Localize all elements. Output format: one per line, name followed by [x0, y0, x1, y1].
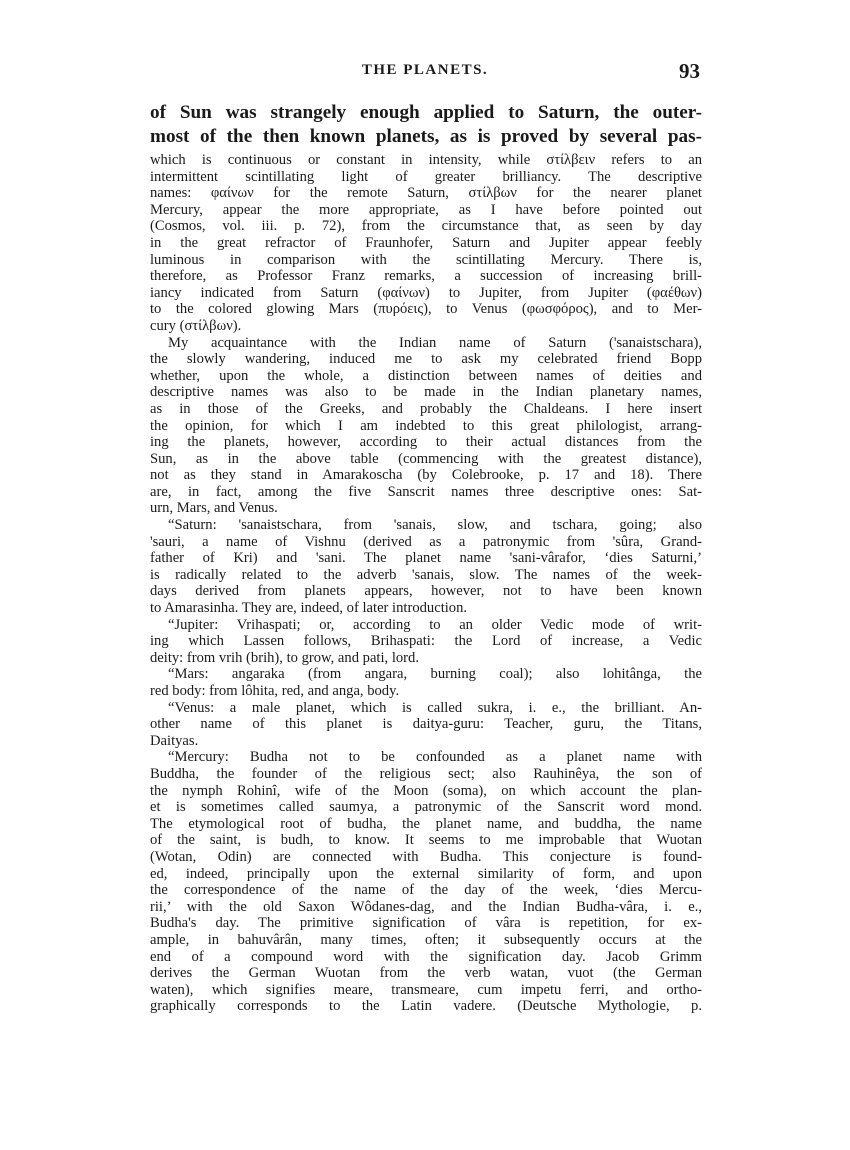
- body-line: intermittent scintillating light of greater brilliancy. The descriptive: [150, 168, 702, 185]
- body-line: ing which Lassen follows, Brihaspati: the Lord of increase, a Vedic: [150, 633, 702, 650]
- body-line: the slowly wandering, induced me to ask my celebrated friend Bopp: [150, 351, 702, 368]
- body-line: cury (στίλβων).: [150, 317, 242, 334]
- body-line: waten), which signifies meare, transmeare, cum impetu ferri, and ortho-: [150, 981, 702, 998]
- body-line: urn, Mars, and Venus.: [150, 500, 278, 517]
- body-line: Daityas.: [150, 732, 199, 749]
- body-line: whether, upon the whole, a distinction between names of deities and: [150, 367, 702, 384]
- body-line: in the great refractor of Fraunhofer, Saturn and Jupiter appear feebly: [150, 234, 702, 251]
- body-line: My acquaintance with the Indian name of Saturn ('sanaistschara),: [168, 334, 702, 351]
- body-line: ed, indeed, principally upon the external similarity of form, and upon: [150, 865, 702, 882]
- body-line: days derived from planets appears, however, not to have been known: [150, 583, 702, 600]
- body-line: not as they stand in Amarakoscha (by Colebrooke, p. 17 and 18). There: [150, 467, 702, 484]
- body-line: “Saturn: 'sanaistschara, from 'sanais, slow, and tschara, going; also: [168, 517, 702, 534]
- lead-paragraph: [150, 101, 702, 148]
- body-line: the nymph Rohinî, wife of the Moon (soma), on which account the plan-: [150, 782, 702, 799]
- body-line: the correspondence of the name of the day of the week, ‘dies Mercu-: [150, 882, 702, 899]
- body-line: to Amarasinha. They are, indeed, of later introduction.: [150, 600, 468, 617]
- body-line: (Wotan, Odin) are connected with Budha. This conjecture is found-: [150, 848, 702, 865]
- body-line: 'sauri, a name of Vishnu (derived as a patronymic from 'sûra, Grand-: [150, 533, 702, 550]
- body-line: deity: from vrih (brih), to grow, and pati, lord.: [150, 649, 419, 666]
- body-line: the opinion, for which I am indebted to this great philologist, arrang-: [150, 417, 702, 434]
- body-line: The etymological root of budha, the planet name, and buddha, the name: [150, 815, 702, 832]
- body-line: ing the planets, however, according to their actual distances from the: [150, 434, 702, 451]
- body-line: of the saint, is budh, to know. It seems to me improbable that Wuotan: [150, 832, 702, 849]
- body-line: Buddha, the founder of the religious sect; also Rauhinêya, the son of: [150, 765, 702, 782]
- body-line: “Jupiter: Vrihaspati; or, according to an older Vedic mode of writ-: [168, 616, 702, 633]
- body-line: ample, in bahuvârân, many times, often; it subsequently occurs at the: [150, 931, 702, 948]
- page-header: [150, 59, 700, 83]
- lead-line: of Sun was strangely enough applied to Saturn, the outer-: [150, 102, 702, 123]
- body-line: red body: from lôhita, red, and anga, body.: [150, 683, 400, 699]
- body-line: father of Kri) and 'sani. The planet name 'sani-vârafor, ‘dies Saturni,’: [150, 550, 702, 567]
- body-line: et is sometimes called saumya, a patronymic of the Sanscrit word mond.: [150, 799, 702, 816]
- page-number: 93: [679, 59, 700, 83]
- body-line: descriptive names was also to be made in the Indian planetary names,: [150, 384, 702, 401]
- footnote-body: [150, 152, 702, 1015]
- body-line: is radically related to the adverb 'sanais, slow. The names of the week-: [150, 566, 702, 583]
- lead-line: most of the then known planets, as is proved by several pas-: [150, 125, 702, 147]
- body-line: (Cosmos, vol. iii. p. 72), from the circumstance that, as seen by day: [150, 218, 702, 235]
- body-line: Sun, as in the above table (commencing with the greatest distance),: [150, 450, 702, 467]
- body-line: “Mars: angaraka (from angara, burning coal); also lohitânga, the: [168, 666, 702, 683]
- body-line: other name of this planet is daitya-guru: Teacher, guru, the Titans,: [150, 716, 702, 733]
- running-title: THE PLANETS.: [361, 62, 489, 78]
- body-line: “Venus: a male planet, which is called sukra, i. e., the brilliant. An-: [168, 699, 702, 716]
- body-line: names: φαίνων for the remote Saturn, στίλβων for the nearer planet: [150, 185, 702, 202]
- body-line: Mercury, appear the more appropriate, as I have before pointed out: [150, 201, 702, 218]
- body-line: which is continuous or constant in intensity, while στίλβειν refers to an: [150, 152, 702, 168]
- body-line: graphically corresponds to the Latin vadere. (Deutsche Mythologie, p.: [150, 998, 702, 1015]
- body-line: rii,’ with the old Saxon Wôdanes-dag, and the Indian Budha-vâra, i. e.,: [150, 898, 702, 915]
- body-line: are, in fact, among the five Sanscrit names three descriptive ones: Sat-: [150, 483, 702, 500]
- body-line: to the colored glowing Mars (πυρόεις), to Venus (φωσφόρος), and to Mer-: [150, 301, 702, 318]
- body-line: end of a compound word with the signification day. Jacob Grimm: [150, 948, 702, 965]
- body-line: Budha's day. The primitive signification of vâra is repetition, for ex-: [150, 915, 702, 932]
- body-line: therefore, as Professor Franz remarks, a succession of increasing brill-: [150, 268, 702, 285]
- body-line: derives the German Wuotan from the verb watan, vuot (the German: [150, 965, 702, 982]
- body-line: “Mercury: Budha not to be confounded as a planet name with: [168, 749, 702, 766]
- body-line: as in those of the Greeks, and probably the Chaldeans. I here insert: [150, 400, 702, 417]
- body-line: iancy indicated from Saturn (φαίνων) to Jupiter, from Jupiter (φαέθων): [150, 284, 702, 301]
- body-line: luminous in comparison with the scintillating Mercury. There is,: [150, 251, 702, 268]
